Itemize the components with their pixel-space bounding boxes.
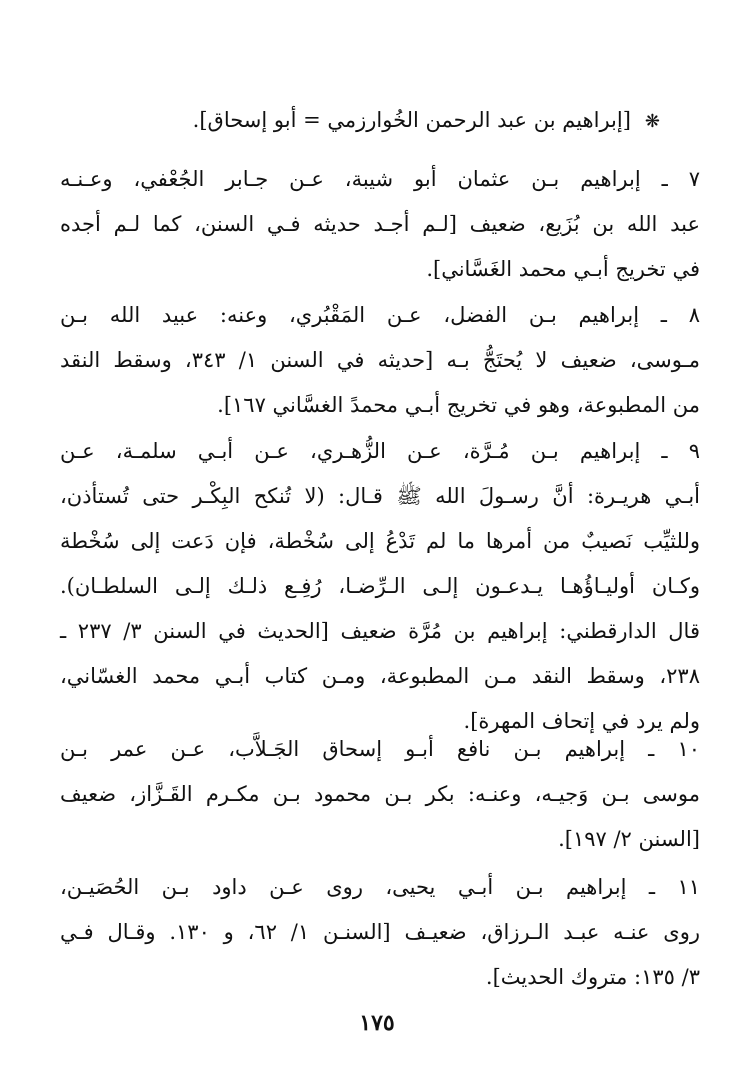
entry-10: [60, 727, 700, 862]
entry-line: ٩ ـ إبراهيم بـن مُـرَّة، عـن الزُّهـري، عـن أبـي سلمـة، عـن: [60, 439, 700, 463]
heading-text: [إبراهيم بن عبد الرحمن الخُوارزمي = أبو إسحاق].: [192, 108, 631, 132]
entry-7: [60, 157, 700, 292]
entry-line: [السنن ٢/ ١٩٧].: [558, 827, 700, 851]
entry-line: ٣/ ١٣٥: متروك الحديث].: [485, 965, 700, 989]
entry-line: ١٠ ـ إبراهيم بـن نافع أبـو إسحاق الجَـلاَّب، عـن عمر بـن: [60, 737, 700, 761]
entry-line: في تخريج أبـي محمد الغَسَّاني].: [426, 257, 700, 281]
entry-line: ٧ ـ إبراهيم بـن عثمان أبو شيبة، عـن جـابر الجُعْفي، وعـنـه: [60, 167, 700, 191]
entry-line: ٨ ـ إبراهيم بـن الفضل، عـن المَقْبُري، وعنه: عبيد الله بـن: [60, 303, 700, 327]
entry-line: ١١ ـ إبراهيم بـن أبـي يحيى، روى عـن داود بـن الحُصَيـن،: [60, 875, 700, 899]
entry-line: موسى بـن وَجيـه، وعنـه: بكر بـن محمود بـن مكـرم القَـزَّاز، ضعيف: [60, 782, 700, 806]
entry-line: وكـان أوليـاؤُهـا يـدعـون إلـى الـرِّضـا، رُفِـع ذلـك إلـى السلطـان).: [60, 574, 700, 598]
entry-11: [60, 865, 700, 1000]
entry-line: من المطبوعة، وهو في تخريج أبـي محمدً الغسَّاني ١٦٧].: [217, 393, 700, 417]
entry-line: ولم يرد في إتحاف المهرة].: [463, 709, 700, 733]
entry-line: عبد الله بن بُزَيع، ضعيف [لـم أجـد حديثه فـي السنن، كما لـم أجده: [60, 212, 700, 236]
entry-line: ٢٣٨، وسقط النقد مـن المطبوعة، ومـن كتاب أبـي محمد الغسّاني،: [60, 664, 700, 688]
entry-line: قال الدارقطني: إبراهيم بن مُرَّة ضعيف [الحديث في السنن ٣/ ٢٣٧ ـ: [60, 619, 700, 643]
cross-reference-heading: [193, 100, 660, 142]
book-page: [60, 0, 700, 1090]
entry-line: روى عنـه عبـد الـرزاق، ضعيـف [السنـن ١/ ٦٢، و ١٣٠. وقـال فـي: [60, 920, 700, 944]
entry-8: [60, 293, 700, 428]
page-number: ١٧٥: [359, 1010, 395, 1036]
entry-9: [60, 429, 700, 744]
entry-line: وللثيِّب نَصيبٌ من أمرها ما لم تَدْعُ إلى سُخْطة، فإن دَعت إلى سُخْطة: [60, 529, 700, 553]
entry-line: مـوسى، ضعيف لا يُحتَجُّ بـه [حديثه في السنن ١/ ٣٤٣، وسقط النقد: [60, 348, 700, 372]
asterism-icon: ❋: [644, 111, 660, 132]
entry-line: أبـي هريـرة: أنَّ رسـولَ الله ﷺ قـال: (لا تُنكح البِكْـر حتى تُستأذن،: [60, 484, 700, 508]
